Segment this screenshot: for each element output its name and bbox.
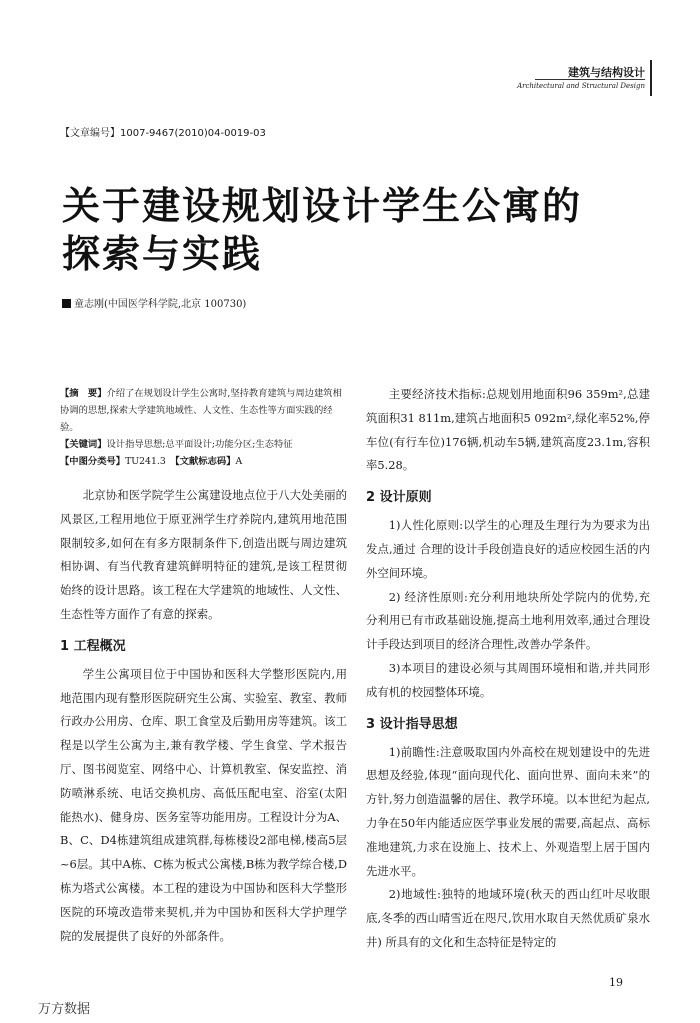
abstract-label: 【摘 要】 [60,388,107,399]
left-column [60,484,347,948]
abstract-text: 介绍了在规划设计学生公寓时,坚持教育建筑与周边建筑相协调的思想,探索大学建筑地域性、人文性、生态性等方面实践的经验。 [60,388,342,433]
article-number: 【文章编号】1007-9467(2010)04-0019-03 [60,128,266,139]
intro-paragraph: 北京协和医学院学生公寓建设地点位于八大处美丽的风景区,工程用地位于原亚洲学生疗养院内,建筑用地范围限制较多,如何在有多方限制条件下,创造出既与周边建筑相协调、有当代教育建筑鲜明特征的建筑,是该工程贯彻始终的设计思路。该工程在大学建筑的地域性、人文性、生态性等方面作了有意的探索。 [60,488,347,621]
project-overview-paragraph: 学生公寓项目位于中国协和医科大学整形医院内,用地范围内现有整形医院研究生公寓、实验室、教室、教师行政办公用房、仓库、职工食堂及后勤用房等建筑。该工程是以学生公寓为主,兼有教学楼、学生食堂、学术报告厅、图书阅览室、网络中心、计算机教室、保安监控、消防喷淋系统、电话交换机房、高低压配电室、浴室(太阳能热水)、健身房、医务室等功能用房。工程设计分为A、B、C、D4栋建筑组成建筑群,每栋楼设2部电梯,楼高5层~6层。其中A栋、C栋为板式公寓楼,B栋为教学综合楼,D栋为塔式公寓楼。本工程的建设为中国协和医科大学整形医院的环境改造带来契机,并为中国协和医科大学护理学院的发展提供了良好的外部条件。 [60,666,347,943]
author-line [62,295,246,310]
section-heading-2: 2 设计原则 [366,490,432,506]
technical-indicators-paragraph: 主要经济技术指标:总规划用地面积96 359m²,总建筑面积31 811m,建筑占地面积5 092m²,绿化率52%,停车位(有行车位)176辆,机动车5辆,建筑高度23.1m,容积率5.28。 [366,387,650,473]
principle-1: 1)人性化原则:以学生的心理及生理行为为要求为出发点,通过 合理的设计手段创造良好的适应校园生活的内外空间环境。 [366,518,650,580]
section-heading-1: 1 工程概况 [60,638,126,654]
guideline-1: 1)前瞻性:注意吸取国内外高校在规划建设中的先进思想及经验,体现“面向现代化、面向世界、面向未来”的方针,努力创造温馨的居住、教学环境。以本世纪为起点,力争在50年内能适应医学事业发展的需要,高起点、高标准地建筑,力求在设施上、技术上、外观造型上居于国内先进水平。 [366,744,650,878]
header-divider [535,79,645,80]
author-name: 童志刚(中国医学科学院,北京 100730) [74,299,247,310]
guideline-2: 2)地域性:独特的地域环境(秋天的西山红叶尽收眼底,冬季的西山晴雪近在咫尺,饮用水取自天然优质矿泉水井) 所具有的文化和生态特征是特定的 [366,887,650,949]
header-bar [650,60,652,96]
title-line-1: 关于建设规划设计学生公寓的 [62,184,583,228]
clc-value: TU241.3 [125,456,166,467]
principle-3: 3)本项目的建设必须与其周围环境相和谐,并共同形成有机的校园整体环境。 [366,660,650,699]
classification [60,453,345,470]
keywords [60,436,345,453]
abstract [60,385,345,436]
clc-label: 【中图分类号】 [60,456,126,467]
section-heading-3: 3 设计指导思想 [366,716,458,732]
keywords-text: 设计指导思想;总平面设计;功能分区;生态特征 [106,439,293,450]
title-line-2: 探索与实践 [62,232,263,276]
keywords-label: 【关键词】 [60,439,107,450]
article-title [62,182,582,278]
doc-code-label: 【文献标志码】 [175,456,236,467]
page-number: 19 [609,976,623,989]
journal-section-title: 建筑与结构设计 [568,66,645,79]
square-bullet-icon [62,299,71,308]
principle-2: 2) 经济性原则:充分利用地块所处学院内的优势,充分利用已有市政基础设施,提高土地利用效率,通过合理设计手段达到项目的经济合理性,改善办学条件。 [366,589,650,652]
doc-code-value: A [235,456,243,467]
abstract-block [60,385,345,470]
journal-section-subtitle: Architectural and Structural Design [517,82,645,90]
watermark: 万方数据 [38,1002,91,1017]
right-column [366,383,650,955]
